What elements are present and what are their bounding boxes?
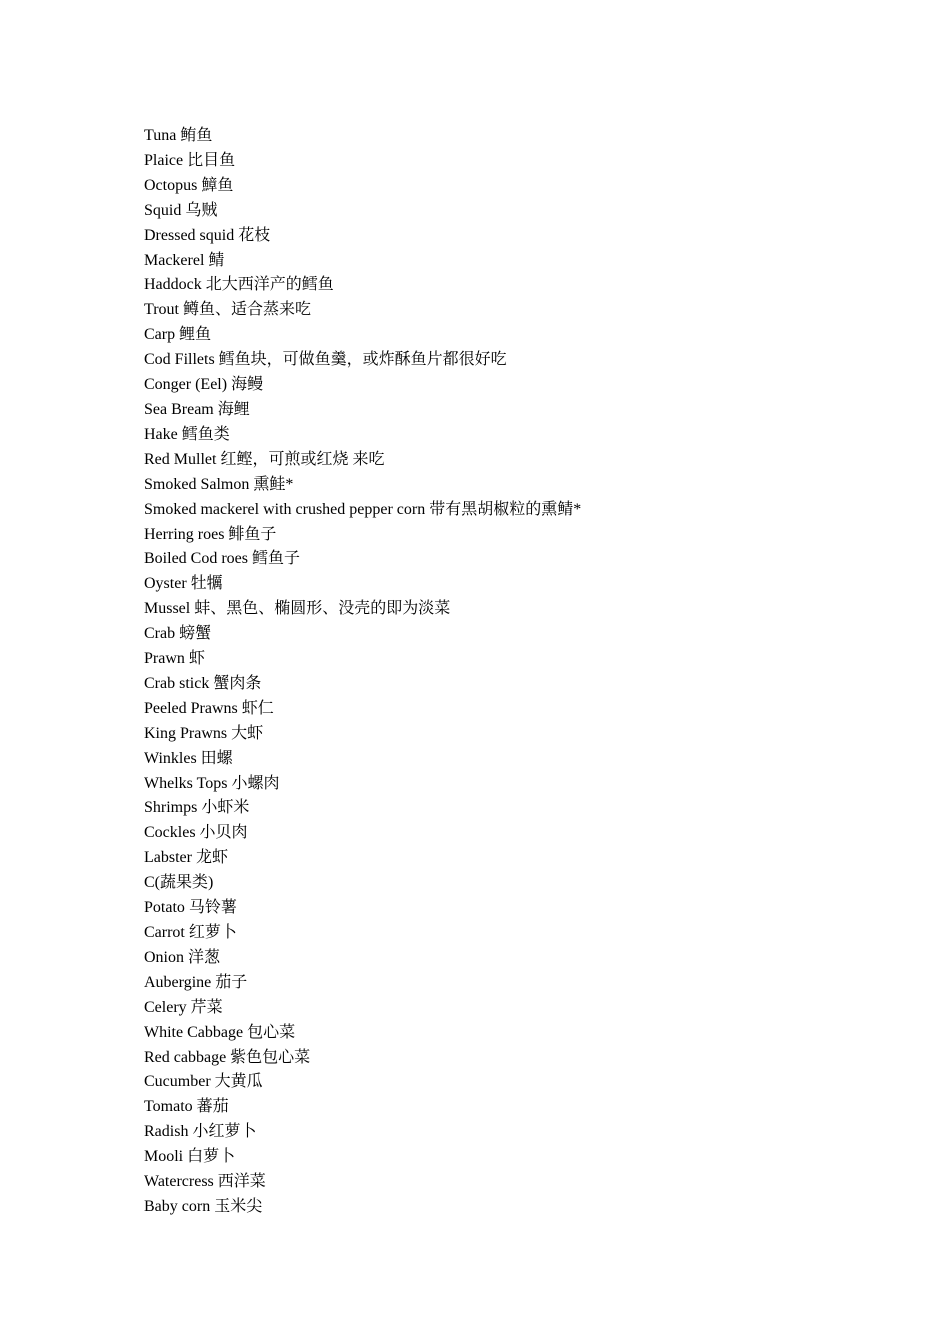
list-item: Shrimps 小虾米 [144, 799, 250, 817]
list-item: Aubergine 茄子 [144, 973, 248, 991]
list-item: Oyster 牡犡 [144, 575, 223, 593]
list-item: Carrot 红萝卜 [144, 924, 237, 941]
list-item: Potato 马铃薯 [144, 899, 237, 917]
list-item: Boiled Cod roes 鳕鱼子 [144, 550, 300, 568]
list-item: Radish 小红萝卜 [144, 1123, 257, 1141]
list-item: Cockles 小贝肉 [144, 824, 248, 842]
list-item: Tuna 鲔鱼 [144, 127, 213, 144]
vocabulary-list [144, 124, 904, 1220]
list-item: Smoked mackerel with crushed pepper corn 带有黑胡椒粒的熏鲭* [144, 500, 582, 518]
list-item: Mussel 蚌、黑色、椭圆形、没壳的即为淡菜 [144, 600, 451, 618]
section-heading: C(蔬果类) [144, 874, 214, 892]
list-item: Celery 芹菜 [144, 998, 223, 1016]
list-item: Cucumber 大黄瓜 [144, 1073, 263, 1091]
list-item: Carp 鲤鱼 [144, 326, 212, 344]
list-item: Smoked Salmon 熏鲑* [144, 475, 294, 493]
list-item: Red cabbage 紫色包心菜 [144, 1048, 311, 1066]
list-item: Prawn 虾 [144, 650, 205, 668]
list-item: Octopus 鱆鱼 [144, 176, 234, 194]
list-item: Conger (Eel) 海鳗 [144, 376, 264, 394]
list-item: Whelks Tops 小螺肉 [144, 774, 280, 792]
list-item: Crab 螃蟹 [144, 625, 212, 643]
list-item: Mackerel 鲭 [144, 251, 225, 269]
list-item: Labster 龙虾 [144, 849, 228, 867]
list-item: Watercress 西洋菜 [144, 1173, 266, 1191]
list-item: Trout 鳟鱼、适合蒸来吃 [144, 301, 311, 319]
list-item: Plaice 比目鱼 [144, 151, 236, 169]
list-item: Hake 鳕鱼类 [144, 425, 230, 443]
list-item: Herring roes 鲱鱼子 [144, 525, 277, 543]
list-item: Red Mullet 红鲣，可煎或红烧 来吃 [144, 450, 385, 468]
list-item: Tomato 蕃茄 [144, 1098, 229, 1116]
list-item: Mooli 白萝卜 [144, 1148, 236, 1166]
list-item: White Cabbage 包心菜 [144, 1023, 296, 1041]
list-item: Peeled Prawns 虾仁 [144, 699, 274, 717]
list-item: Onion 洋葱 [144, 948, 221, 966]
list-item: Cod Fillets 鳕鱼块，可做鱼羹，或炸酥鱼片都很好吃 [144, 351, 507, 369]
list-item: Dressed squid 花枝 [144, 226, 271, 244]
list-item: King Prawns 大虾 [144, 724, 264, 742]
list-item: Crab stick 蟹肉条 [144, 674, 262, 692]
list-item: Baby corn 玉米尖 [144, 1197, 263, 1215]
list-item: Haddock 北大西洋产的鳕鱼 [144, 276, 334, 294]
list-item: Squid 乌贼 [144, 201, 218, 219]
list-item: Winkles 田螺 [144, 749, 233, 767]
list-item: Sea Bream 海鲤 [144, 400, 250, 418]
